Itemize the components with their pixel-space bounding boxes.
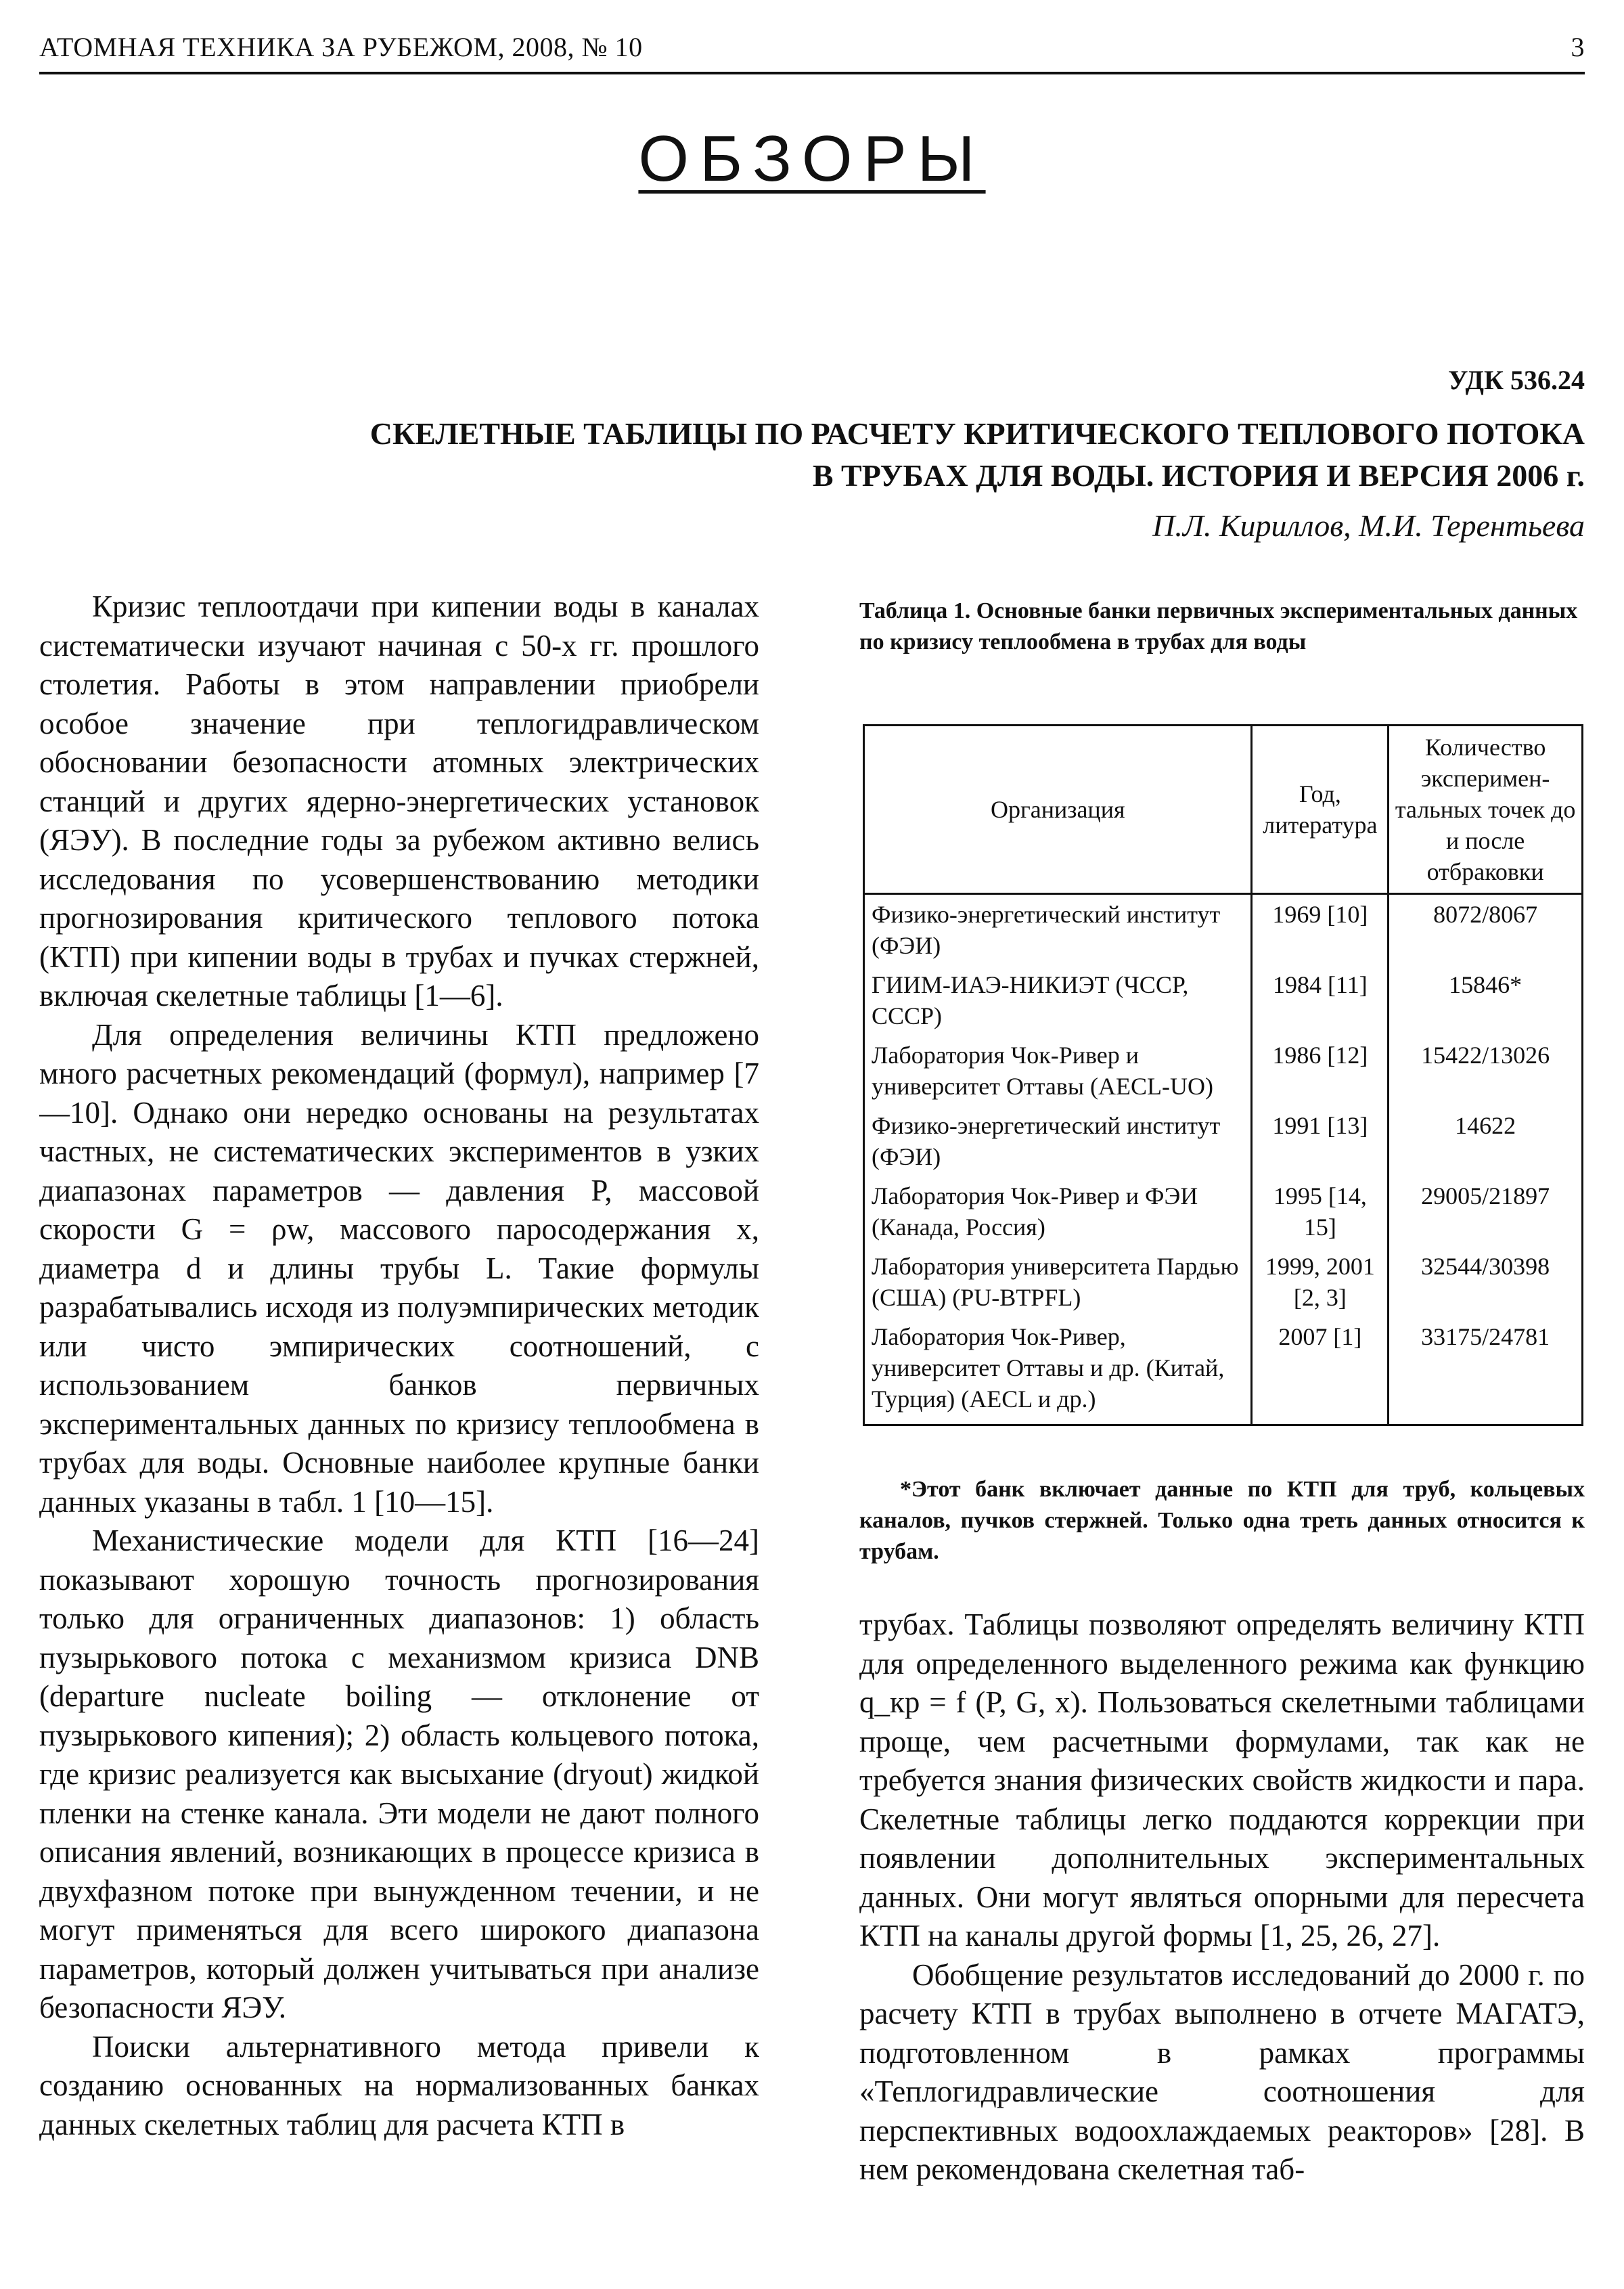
column-header: Год, литература (1252, 726, 1389, 894)
table-cell: 1995 [14, 15] (1252, 1176, 1389, 1247)
table-cell: 15422/13026 (1389, 1036, 1583, 1106)
udk-code: УДК 536.24 (1448, 365, 1585, 395)
paragraph: Кризис теплоотдачи при кипении воды в каналах систематически изучают начиная с 50-х гг. прошлого столетия. Работы в этом направлении приобрели особое значение при теплогидравлическом обосновании безопасности атомных электрических станций и других ядерно-энергетических установок (ЯЭУ). В последние годы за рубежом активно велись исследования по усовершенствованию методики прогнозирования критического теплового потока (КТП) при кипении воды в трубах и пучках стержней, включая скелетные таблицы [1—6]. (39, 590, 759, 1013)
table-cell: 8072/8067 (1389, 894, 1583, 966)
table-row (864, 1247, 1583, 1317)
table-cell: 2007 [1] (1252, 1317, 1389, 1425)
article-title-line: В ТРУБАХ ДЛЯ ВОДЫ. ИСТОРИЯ И ВЕРСИЯ 2006 г. (812, 458, 1585, 493)
column-header: Организация (864, 726, 1252, 894)
header-rule (39, 72, 1585, 74)
table-cell: 1999, 2001 [2, 3] (1252, 1247, 1389, 1317)
article-title (370, 413, 1585, 497)
table-cell: Лаборатория Чок-Ривер и ФЭИ (Канада, Россия) (864, 1176, 1252, 1247)
section-title: ОБЗОРЫ (638, 123, 986, 195)
table-cell: 1969 [10] (1252, 894, 1389, 966)
table-cell: Лаборатория Чок-Ривер, университет Оттавы и др. (Китай, Турция) (AECL и др.) (864, 1317, 1252, 1425)
paragraph: Механистические модели для КТП [16—24] показывают хорошую точность прогнозирования только для ограниченных диапазонов: 1) область пузырькового потока с механизмом кризиса DNB (departure nucleate boiling — отклонение от пузырькового кипения); 2) область кольцевого потока, где кризис реализуется как высыхание (dryout) жидкой пленки на стенке канала. Эти модели не дают полного описания явлений, возникающих в процессе кризиса в двухфазном потоке при вынужденном течении, и не могут применяться для всего широкого диапазона параметров, который должен учитываться при анализе безопасности ЯЭУ. (39, 1524, 759, 2024)
table-cell: 32544/30398 (1389, 1247, 1583, 1317)
data-banks-table (863, 724, 1583, 1426)
table-cell: 1991 [13] (1252, 1106, 1389, 1176)
table-cell: 14622 (1389, 1106, 1583, 1176)
right-column (859, 1605, 1585, 2273)
paragraph: Поиски альтернативного метода привели к созданию основанных на нормализованных банках данных скелетных таблиц для расчета КТП в (39, 2029, 759, 2141)
column-header: Количество эксперимен-тальных точек до и после отбраковки (1389, 726, 1583, 894)
table-cell: 1984 [11] (1252, 965, 1389, 1036)
journal-title: АТОМНАЯ ТЕХНИКА ЗА РУБЕЖОМ, 2008, № 10 (39, 32, 643, 62)
table-cell: Лаборатория университета Пардью (США) (PU-BTPFL) (864, 1247, 1252, 1317)
table-row (864, 1036, 1583, 1106)
table-footnote: *Этот банк включает данные по КТП для труб, кольцевых каналов, пучков стержней. Только одна треть данных относится к трубам. (859, 1477, 1585, 1564)
table-cell: 29005/21897 (1389, 1176, 1583, 1247)
table-cell: ГИИМ-ИАЭ-НИКИЭТ (ЧССР, СССР) (864, 965, 1252, 1036)
table-row (864, 965, 1583, 1036)
table-cell: Физико-энергетический институт (ФЭИ) (864, 894, 1252, 966)
table-cell: 15846* (1389, 965, 1583, 1036)
table-cell: 1986 [12] (1252, 1036, 1389, 1106)
table-row (864, 1317, 1583, 1425)
table-cell: Физико-энергетический институт (ФЭИ) (864, 1106, 1252, 1176)
paragraph: трубах. Таблицы позволяют определять величину КТП для определенного выделенного режима как функцию q_кр = f (P, G, x). Пользоваться скелетными таблицами проще, чем расчетными формулами, так как не требуется знания физических свойств жидкости и пара. Скелетные таблицы легко поддаются коррекции при появлении дополнительных экспериментальных данных. Они могут являться опорными для пересчета КТП на каналы другой формы [1, 25, 26, 27]. (859, 1607, 1585, 1953)
table-cell: 33175/24781 (1389, 1317, 1583, 1425)
table-caption: Таблица 1. Основные банки первичных экспериментальных данных по кризису теплообмена в трубах для воды (859, 598, 1578, 654)
running-head (39, 26, 1585, 66)
table-cell: Лаборатория Чок-Ривер и университет Оттавы (AECL-UO) (864, 1036, 1252, 1106)
paragraph: Обобщение результатов исследований до 2000 г. по расчету КТП в трубах выполнено в отчете МАГАТЭ, подготовленном в рамках программы «Теплогидравлические соотношения для перспективных водоохлаждаемых реакторов» [28]. В нем рекомендована скелетная таб- (859, 1957, 1585, 2186)
table-row (864, 894, 1583, 966)
authors: П.Л. Кириллов, М.И. Терентьева (1152, 508, 1585, 543)
table-row (864, 1106, 1583, 1176)
left-column (39, 587, 759, 2273)
article-title-line: СКЕЛЕТНЫЕ ТАБЛИЦЫ ПО РАСЧЕТУ КРИТИЧЕСКОГО ТЕПЛОВОГО ПОТОКА (369, 416, 1585, 451)
table-row (864, 1176, 1583, 1247)
page-number: 3 (1571, 32, 1585, 62)
table-header-row (864, 726, 1583, 894)
paragraph: Для определения величины КТП предложено много расчетных рекомендаций (формул), например [7—10]. Однако они нередко основаны на результатах частных, не систематических экспериментов в узких диапазонах параметров — давления P, массовой скорости G = ρw, массового паросодержания x, диаметра d и длины трубы L. Такие формулы разрабатывались исходя из полуэмпирических методик или чисто эмпирических соотношений, с использованием банков первичных экспериментальных данных по кризису теплообмена в трубах для воды. Основные наиболее крупные банки данных указаны в табл. 1 [10—15]. (39, 1017, 759, 1519)
